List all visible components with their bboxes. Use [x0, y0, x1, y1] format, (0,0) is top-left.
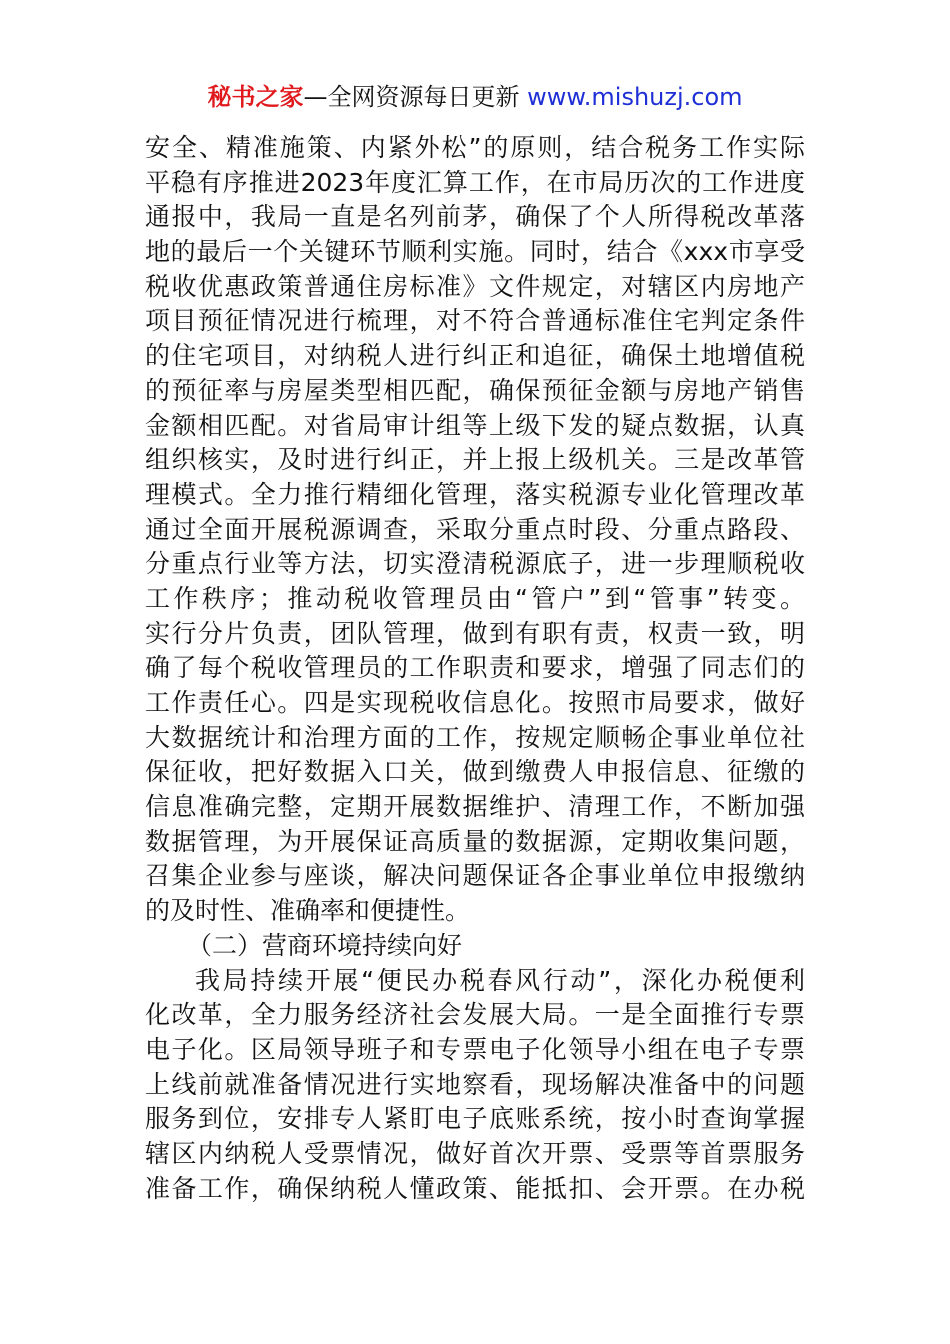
text-line: 确了每个税收管理员的工作职责和要求，增强了同志们的	[145, 653, 805, 683]
text-line: 项目预征情况进行梳理，对不符合普通标准住宅判定条件	[145, 306, 805, 336]
text-line: 分重点行业等方法，切实澄清税源底子，进一步理顺税收	[145, 549, 805, 579]
section-heading: （二）营商环境持续向好	[187, 930, 463, 960]
text-line: 保征收，把好数据入口关，做到缴费人申报信息、征缴的	[145, 757, 805, 787]
site-url-link[interactable]: www.mishuzj.com	[527, 83, 743, 111]
text-line: 地的最后一个关键环节顺利实施。同时，结合《xxx市享受	[145, 237, 805, 267]
site-tagline: —全网资源每日更新	[303, 83, 520, 111]
text-line: 通报中，我局一直是名列前茅，确保了个人所得税改革落	[145, 202, 805, 232]
text-line: 平稳有序推进2023年度汇算工作，在市局历次的工作进度	[145, 167, 805, 197]
text-line: 数据管理，为开展保证高质量的数据源，定期收集问题，	[145, 826, 805, 856]
text-line: 我局持续开展“便民办税春风行动”，深化办税便利	[195, 965, 805, 995]
text-line: 通过全面开展税源调查，采取分重点时段、分重点路段、	[145, 514, 805, 544]
text-line: 实行分片负责，团队管理，做到有职有责，权责一致，明	[145, 618, 805, 648]
text-line: 准备工作，确保纳税人懂政策、能抵扣、会开票。在办税	[145, 1173, 805, 1203]
text-line: 化改革，全力服务经济社会发展大局。一是全面推行专票	[145, 1000, 805, 1030]
text-line: 大数据统计和治理方面的工作，按规定顺畅企事业单位社	[145, 722, 805, 752]
text-line: 信息准确完整，定期开展数据维护、清理工作，不断加强	[145, 792, 805, 822]
site-header	[0, 80, 950, 114]
text-line: 服务到位，安排专人紧盯电子底账系统，按小时查询掌握	[145, 1104, 805, 1134]
text-line: 理模式。全力推行精细化管理，落实税源专业化管理改革	[145, 479, 805, 509]
text-line: 安全、精准施策、内紧外松”的原则，结合税务工作实际	[145, 133, 805, 162]
text-line: 工作秩序；推动税收管理员由“管户”到“管事”转变。	[145, 583, 805, 613]
text-line: 金额相匹配。对省局审计组等上级下发的疑点数据，认真	[145, 410, 805, 440]
text-line: 辖区内纳税人受票情况，做好首次开票、受票等首票服务	[145, 1138, 805, 1168]
text-line: 工作责任心。四是实现税收信息化。按照市局要求，做好	[145, 688, 805, 717]
text-line: 上线前就准备情况进行实地察看，现场解决准备中的问题	[145, 1069, 805, 1099]
text-line: 的预征率与房屋类型相匹配，确保预征金额与房地产销售	[145, 375, 805, 405]
text-line: 的及时性、准确率和便捷性。	[145, 896, 471, 926]
text-line: 组织核实，及时进行纠正，并上报上级机关。三是改革管	[145, 445, 805, 475]
site-brand: 秘书之家	[207, 83, 304, 111]
text-line: 的住宅项目，对纳税人进行纠正和追征，确保土地增值税	[145, 341, 805, 371]
text-line: 电子化。区局领导班子和专票电子化领导小组在电子专票	[145, 1034, 805, 1064]
text-line: 召集企业参与座谈，解决问题保证各企事业单位申报缴纳	[145, 861, 805, 891]
document-body	[145, 131, 805, 1206]
text-line: 税收优惠政策普通住房标准》文件规定，对辖区内房地产	[145, 271, 805, 301]
